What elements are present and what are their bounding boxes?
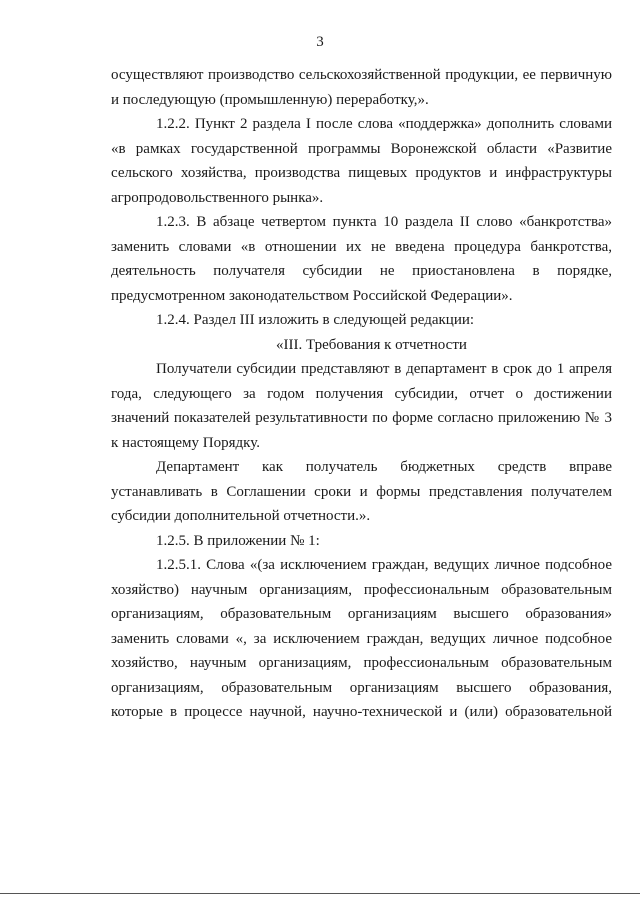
text-line: предусмотренном законодательством Российской Федерации». [111,287,513,304]
text-line: организациям, образовательным организациям высшего образования» [111,606,612,622]
page-bottom-rule [0,893,640,894]
text-line: 1.2.3. В абзаце четвертом пункта 10 раздела II слово «банкротства» [156,214,612,230]
text-line: заменить словами «, за исключением граждан, ведущих личное подсобное [111,630,612,647]
text-line: сельского хозяйства, производства пищевых продуктов и инфраструктуры [111,165,612,181]
text-line: хозяйство, научным организациям, профессиональным образовательным [111,655,612,671]
section-heading: «III. Требования к отчетности [276,336,467,353]
text-line: заменить словами «в отношении их не введена процедура банкротства, [111,238,612,255]
text-line: значений показателей результативности по форме согласно приложению № 3 [111,410,612,426]
text-line: 1.2.4. Раздел III изложить в следующей редакции: [156,312,475,328]
text-line: 1.2.5. В приложении № 1: [156,532,320,549]
document-body [111,63,612,725]
text-line: деятельность получателя субсидии не приостановлена в порядке, [111,263,612,279]
page-number: 3 [316,34,324,50]
text-line: хозяйство) научным организациям, профессиональным образовательным [111,581,612,598]
text-line: 1.2.2. Пункт 2 раздела I после слова «поддержка» дополнить словами [156,116,612,132]
text-line: агропродовольственного рынка». [111,189,324,206]
text-line: Департамент как получатель бюджетных средств вправе [156,459,612,475]
text-line: Получатели субсидии представляют в департамент в срок до 1 апреля [156,361,612,377]
text-line: года, следующего за годом получения субсидии, отчет о достижении [111,385,612,402]
text-line: 1.2.5.1. Слова «(за исключением граждан, ведущих личное подсобное [156,557,612,573]
text-line: организациям, образовательным организациям высшего образования, [111,679,612,696]
text-line: устанавливать в Соглашении сроки и формы представления получателем [111,483,612,500]
text-line: к настоящему Порядку. [111,434,260,451]
text-line: субсидии дополнительной отчетности.». [111,508,371,524]
text-line: которые в процессе научной, научно-технической и (или) образовательной [111,704,612,720]
text-line: «в рамках государственной программы Воронежской области «Развитие [111,140,612,157]
text-line: осуществляют производство сельскохозяйственной продукции, ее первичную [111,67,612,83]
text-line: и последующую (промышленную) переработку,». [111,91,429,108]
